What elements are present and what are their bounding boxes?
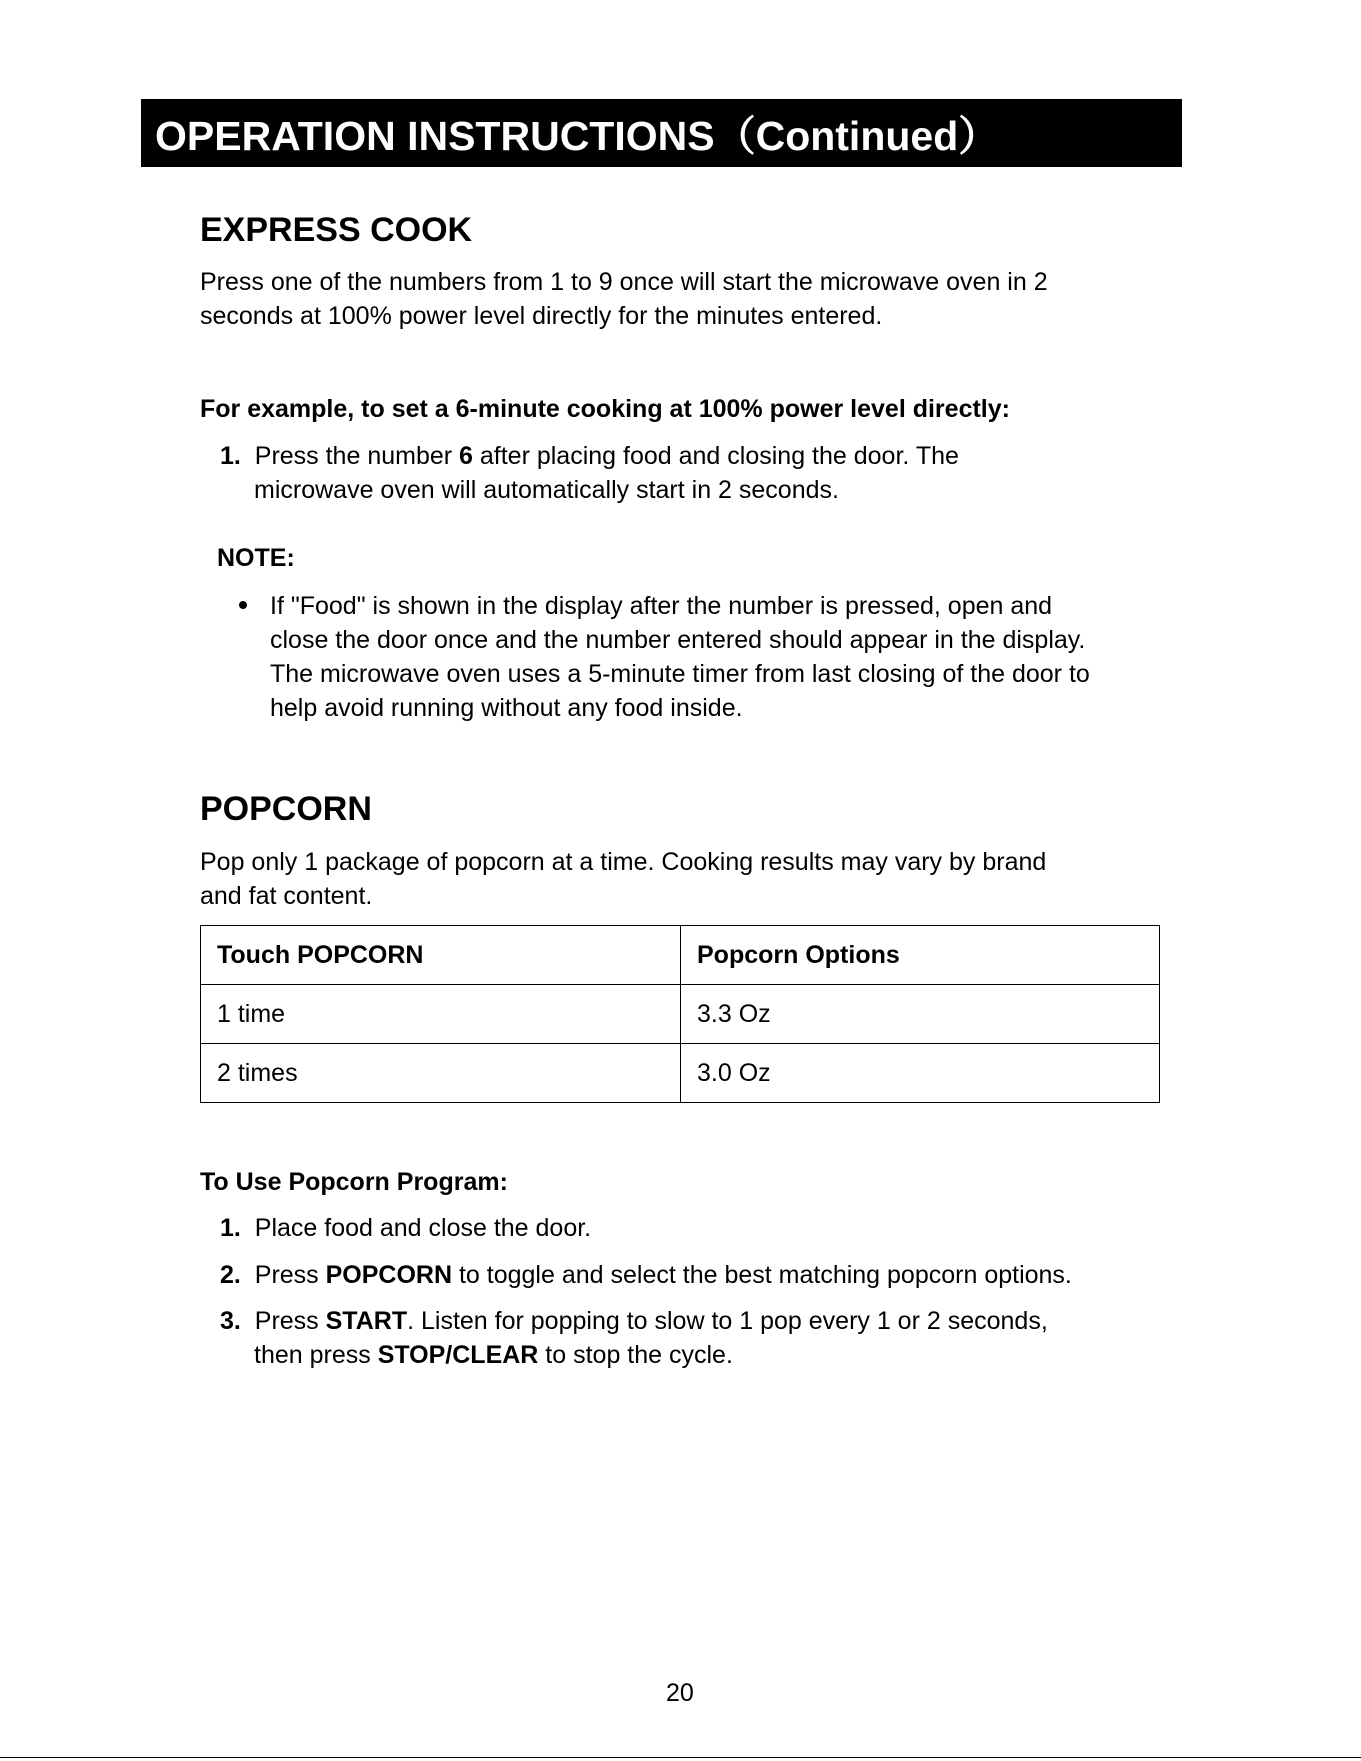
popcorn-step-3-line2 xyxy=(254,1338,733,1372)
step-text-post: to toggle and select the best matching popcorn options. xyxy=(452,1261,1072,1289)
note-line-3: The microwave oven uses a 5-minute timer from last closing of the door to xyxy=(270,660,1090,688)
table-row xyxy=(201,985,1160,1044)
table-cell: 2 times xyxy=(201,1044,681,1103)
step-key: POPCORN xyxy=(325,1261,453,1289)
step-text-pre: Press xyxy=(254,1307,326,1335)
step-text-post: . Listen for popping to slow to 1 pop every 1 or 2 seconds, xyxy=(407,1307,1048,1335)
step-key: STOP/CLEAR xyxy=(377,1341,539,1369)
table-cell: 1 time xyxy=(201,985,681,1044)
step-text-post: after placing food and closing the door. The xyxy=(472,442,959,470)
note-line-4: help avoid running without any food inside. xyxy=(270,694,743,722)
step-number: 1. xyxy=(220,442,241,470)
express-intro-line2: seconds at 100% power level directly for the minutes entered. xyxy=(200,302,883,330)
step-key: START xyxy=(325,1307,408,1335)
table-header-cell: Popcorn Options xyxy=(681,926,1160,985)
bullet-icon xyxy=(239,601,247,609)
express-step-1-line2: microwave oven will automatically start in 2 seconds. xyxy=(254,476,839,504)
popcorn-step-3 xyxy=(220,1304,1048,1338)
table-header-cell: Touch POPCORN xyxy=(201,926,681,985)
table-header-row xyxy=(201,926,1160,985)
step-text-pre: then press xyxy=(254,1341,378,1369)
popcorn-step-2 xyxy=(220,1258,1072,1292)
popcorn-intro-line1: Pop only 1 package of popcorn at a time. Cooking results may vary by brand xyxy=(200,848,1047,876)
step-key: 6 xyxy=(459,442,473,470)
table-row xyxy=(201,1044,1160,1103)
popcorn-heading: POPCORN xyxy=(200,790,372,828)
express-intro-line1: Press one of the numbers from 1 to 9 once will start the microwave oven in 2 xyxy=(200,268,1048,296)
page-header-title: OPERATION INSTRUCTIONS（Continued） xyxy=(155,113,1000,159)
page-number: 20 xyxy=(666,1679,694,1707)
popcorn-table xyxy=(200,925,1160,1103)
step-number: 3. xyxy=(220,1307,241,1335)
note-line-1: If "Food" is shown in the display after the number is pressed, open and xyxy=(270,592,1053,620)
popcorn-intro-line2: and fat content. xyxy=(200,882,373,910)
page-header xyxy=(141,99,1182,167)
note-label: NOTE: xyxy=(217,544,295,572)
table-cell: 3.0 Oz xyxy=(681,1044,1160,1103)
popcorn-step-1 xyxy=(220,1211,591,1245)
popcorn-program-heading: To Use Popcorn Program: xyxy=(200,1168,508,1196)
express-step-1 xyxy=(220,439,1120,473)
bottom-rule xyxy=(0,1757,1361,1758)
table-cell: 3.3 Oz xyxy=(681,985,1160,1044)
step-text-pre: Press the number xyxy=(254,442,460,470)
step-number: 2. xyxy=(220,1261,241,1289)
step-text-post: to stop the cycle. xyxy=(538,1341,733,1369)
step-text: Place food and close the door. xyxy=(254,1214,592,1242)
express-example-heading: For example, to set a 6-minute cooking at 100% power level directly: xyxy=(200,395,1010,423)
step-text-pre: Press xyxy=(254,1261,326,1289)
express-cook-heading: EXPRESS COOK xyxy=(200,211,473,249)
note-line-2: close the door once and the number entered should appear in the display. xyxy=(270,626,1086,654)
step-number: 1. xyxy=(220,1214,241,1242)
